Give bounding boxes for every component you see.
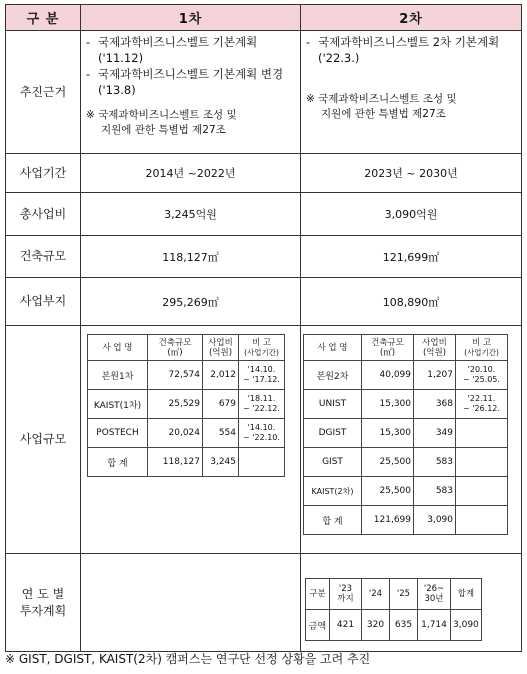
budget-phase1: 3,245억원 [81,193,301,236]
invest-row-label: 금액 [306,610,330,641]
scale-table-phase2 [303,334,508,535]
table-row: 합 계 121,699 3,090 [304,506,508,535]
col-area: 건축규모 (㎡) [148,335,203,361]
site-phase1: 295,269㎡ [81,278,301,326]
header-phase2: 2차 [301,5,522,31]
business-overview-table [5,4,522,652]
basis-note: ※ 국제과학비즈니스벨트 조성 및 지원에 관한 특별법 제27조 [86,109,237,136]
basis-item: - 국제과학비즈니스벨트 기본계획('11.12) [86,35,258,65]
floor-phase2: 121,699㎡ [301,236,522,278]
col-note: 비 고 (사업기간) [456,335,508,361]
invest-col-label: 구분 [306,579,330,610]
table-row: 합 계 118,127 3,245 [88,448,285,477]
invest-label: 연 도 별 투자계획 [6,554,81,652]
period-phase1: 2014년 ~2022년 [81,154,301,193]
footnote: ※ GIST, DGIST, KAIST(2차) 캠퍼스는 연구단 선정 상황을 고려 추진 [5,652,371,666]
period-label: 사업기간 [6,154,81,193]
table-row: DGIST 15,300 349 [304,419,508,448]
table-row: 금액 421 320 635 1,714 3,090 [306,610,482,641]
budget-row [6,193,522,236]
site-label: 사업부지 [6,278,81,326]
invest-row [6,554,522,652]
table-row: 본원2차 40,099 1,207 '20.10. ~ '25.05. [304,361,508,390]
floor-row [6,236,522,278]
invest-phase1 [81,554,301,652]
scale-row [6,326,522,554]
scale-phase1 [81,326,301,554]
invest-total-label: 합계 [451,579,482,610]
table-row: KAIST(1차) 25,529 679 '18.11. ~ '22.12. [88,390,285,419]
col-cost: 사업비 (억원) [203,335,239,361]
scale-table-phase1 [87,334,285,477]
site-row [6,278,522,326]
col-name: 사 업 명 [304,335,362,361]
col-note: 비 고 (사업기간) [239,335,285,361]
invest-table: 구분 '23 까지 '24 '25 '26~ 30년 합계 금액 421 320 635 1,714 3,090 [305,578,482,641]
col-cost: 사업비 (억원) [414,335,456,361]
budget-phase2: 3,090억원 [301,193,522,236]
floor-label: 건축규모 [6,236,81,278]
basis-item: - 국제과학비즈니스벨트 기본계획 변경('13.8) [86,67,284,97]
basis-row [6,31,522,154]
scale-label: 사업규모 [6,326,81,554]
col-name: 사 업 명 [88,335,148,361]
invest-phase2 [301,554,522,652]
basis-item: - 국제과학비즈니스벨트 2차 기본계획('22.3.) [306,35,500,65]
basis-label: 추진근거 [6,31,81,154]
scale-phase2 [301,326,522,554]
period-row [6,154,522,193]
header-category: 구 분 [6,5,81,31]
period-phase2: 2023년 ~ 2030년 [301,154,522,193]
header-row [6,5,522,31]
table-row: POSTECH 20,024 554 '14.10. ~ '22.10. [88,419,285,448]
basis-phase1 [81,31,301,154]
col-area: 건축규모 (㎡) [362,335,414,361]
budget-label: 총사업비 [6,193,81,236]
basis-note: ※ 국제과학비즈니스벨트 조성 및 지원에 관한 특별법 제27조 [306,93,457,120]
table-row: KAIST(2차) 25,500 583 [304,477,508,506]
basis-phase2 [301,31,522,154]
header-phase1: 1차 [81,5,301,31]
table-row: GIST 25,500 583 [304,448,508,477]
invest-total-amount: 3,090 [451,610,482,641]
site-phase2: 108,890㎡ [301,278,522,326]
floor-phase1: 118,127㎡ [81,236,301,278]
table-row: 본원1차 72,574 2,012 '14.10. ~ '17.12. [88,361,285,390]
table-row: UNIST 15,300 368 '22.11. ~ '26.12. [304,390,508,419]
